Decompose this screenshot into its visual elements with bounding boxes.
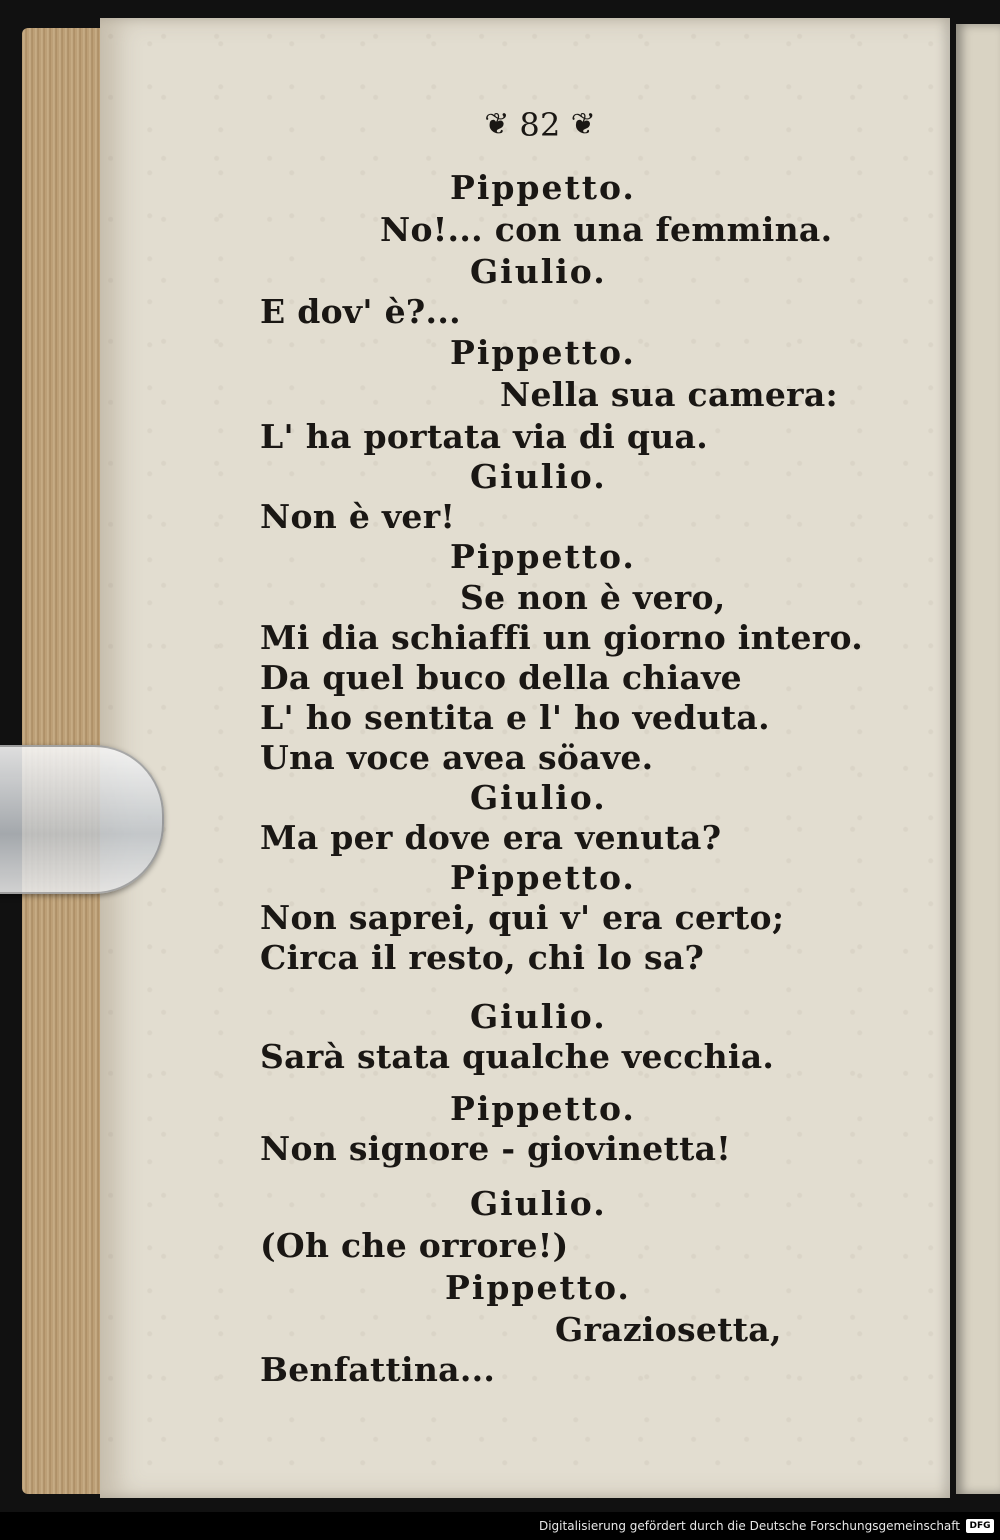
page-clip <box>0 745 164 894</box>
funding-credit: Digitalisierung gefördert durch die Deutsche Forschungsgemeinschaft <box>538 1519 960 1533</box>
verse-line: Non è ver! <box>260 497 456 536</box>
speaker-name: Pippetto. <box>450 537 636 576</box>
speaker-name: Giulio. <box>470 778 607 817</box>
verse-line: Nella sua camera: <box>500 375 838 414</box>
footer-bar <box>0 1512 1000 1540</box>
ornament-right-icon: ❦ <box>570 107 596 142</box>
verse-line: Non saprei, qui v' era certo; <box>260 898 785 937</box>
speaker-name: Pippetto. <box>450 1089 636 1128</box>
next-page-edge <box>956 24 1000 1494</box>
page-number: 82 <box>519 106 561 144</box>
speaker-name: Giulio. <box>470 252 607 291</box>
verse-line: L' ho sentita e l' ho veduta. <box>260 698 770 737</box>
verse-line: (Oh che orrore!) <box>260 1226 569 1265</box>
verse-line: L' ha portata via di qua. <box>260 417 708 456</box>
speaker-name: Giulio. <box>470 457 607 496</box>
verse-line: E dov' è?... <box>260 292 461 331</box>
ornament-left-icon: ❦ <box>484 107 510 142</box>
verse-line: Da quel buco della chiave <box>260 658 742 697</box>
speaker-name: Pippetto. <box>450 333 636 372</box>
verse-line: Graziosetta, <box>555 1310 782 1349</box>
verse-line: Una voce avea söave. <box>260 738 654 777</box>
dfg-logo: DFG <box>966 1519 994 1533</box>
verse-line: Ma per dove era venuta? <box>260 818 722 857</box>
speaker-name: Giulio. <box>470 997 607 1036</box>
verse-line: Benfattina... <box>260 1350 496 1389</box>
speaker-name: Giulio. <box>470 1184 607 1223</box>
speaker-name: Pippetto. <box>450 858 636 897</box>
verse-line: Non signore - giovinetta! <box>260 1129 732 1168</box>
verse-line: Se non è vero, <box>460 578 726 617</box>
verse-line: Sarà stata qualche vecchia. <box>260 1037 775 1076</box>
verse-line: Circa il resto, chi lo sa? <box>260 938 705 977</box>
verse-line: No!... con una femmina. <box>380 210 833 249</box>
page-header <box>455 100 625 150</box>
verse-line: Mi dia schiaffi un giorno intero. <box>260 618 863 657</box>
speaker-name: Pippetto. <box>450 168 636 207</box>
speaker-name: Pippetto. <box>445 1268 631 1307</box>
